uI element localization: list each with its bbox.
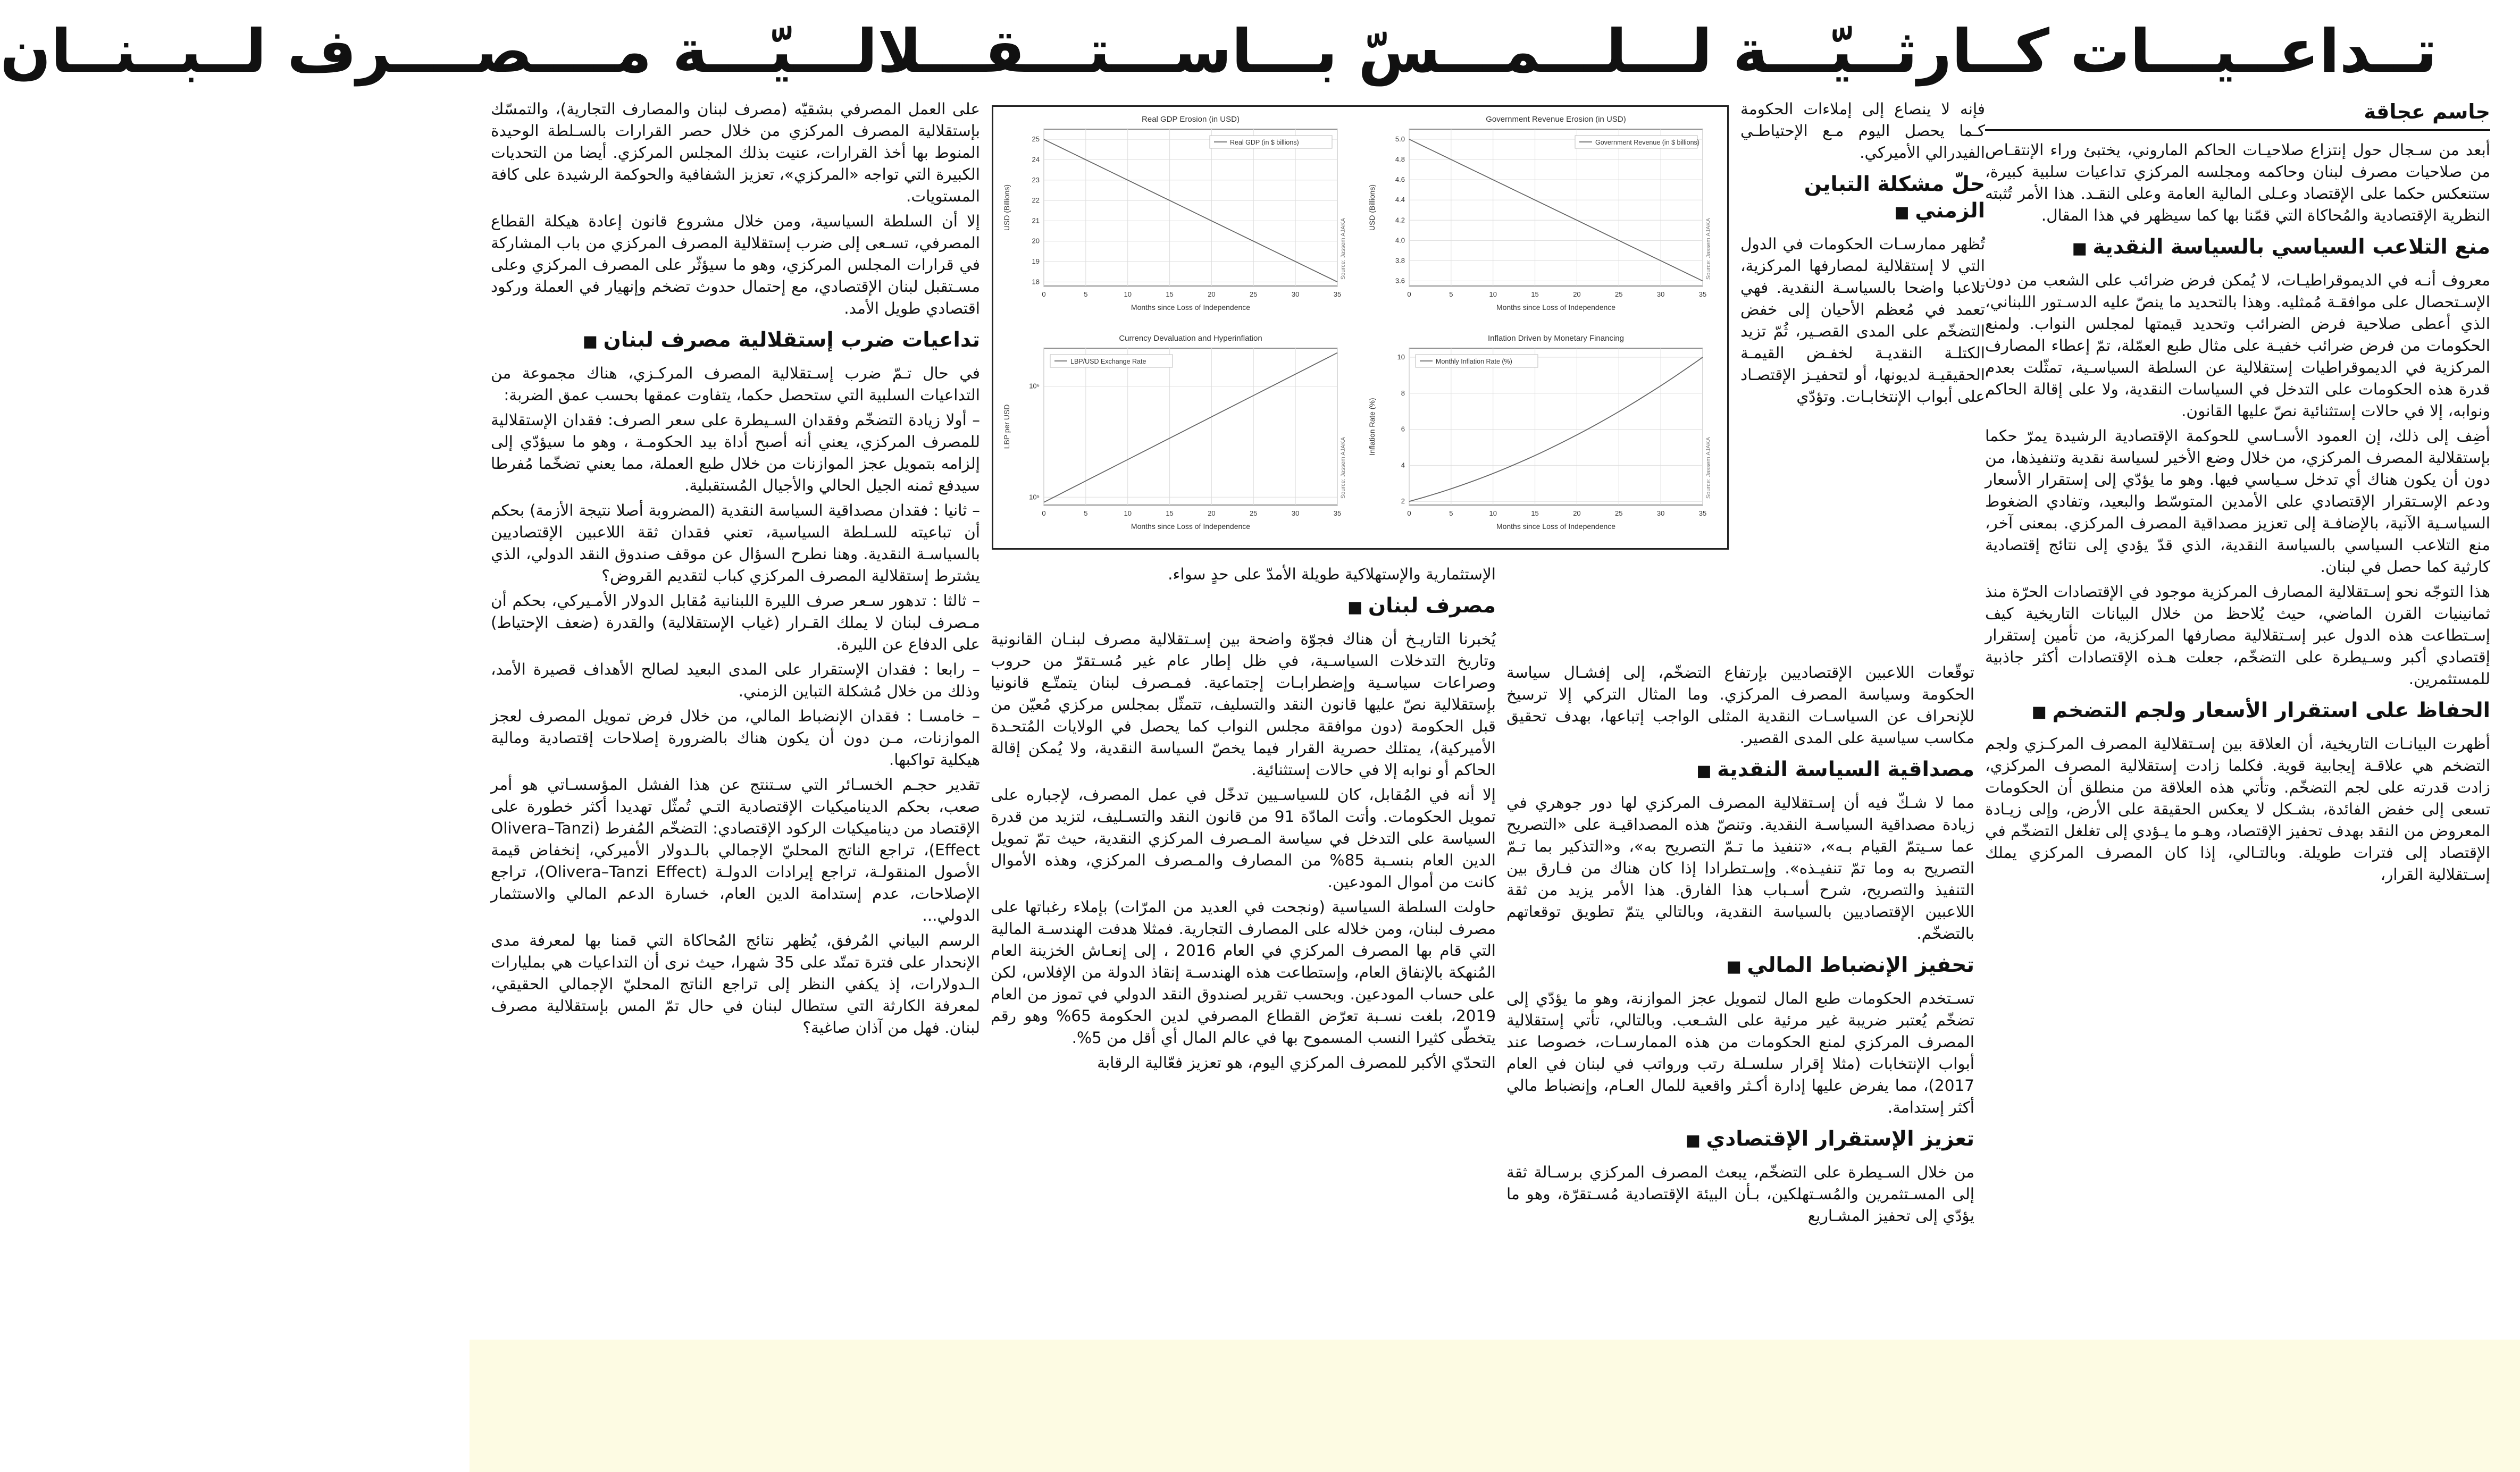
x-axis-label: Months since Loss of Independence [1496, 522, 1616, 531]
x-tick-label: 25 [1250, 290, 1258, 298]
y-tick-label: 3.8 [1395, 256, 1405, 265]
y-axis-label: LBP per USD [1002, 404, 1011, 449]
source-note: Source: Jassem AJAKA [1705, 217, 1712, 280]
y-axis-label: USD (Billions) [1002, 184, 1011, 231]
paragraph: التحدّي الأكبر للمصرف المركزي اليوم، هو تعزيز فعّالية الرقابة [1097, 1054, 1496, 1072]
x-tick-label: 20 [1573, 290, 1581, 298]
x-tick-label: 30 [1291, 509, 1300, 517]
paragraph: في حال تـمّ ضرب إسـتقلالية المصرف المركـزي، هناك مجموعة من التداعيات السلبية التي ستحصل حكما، يتفاوت عمقها بحسب عمق الضربة: [491, 364, 980, 404]
x-tick-label: 0 [1407, 509, 1411, 517]
x-tick-label: 25 [1615, 290, 1623, 298]
paragraph: – أولا زيادة التضخّم وفقدان السـيطرة على سعر الصرف: فقدان الإستقلالية للمصرف المركزي، يعني أنه أصبح أداة بيد الحكومـة ، وهو ما سيؤدّي إلى إلزامه بتمويل عجز الموازنات من خلال طبع العملة، مما يعني تضخّما مُفرطا سيدفع ثمنه الجيل الحالي والأجيال المُستقبلية. [491, 411, 980, 494]
paragraph: على العمل المصرفي بشقيّه (مصرف لبنان والمصارف التجارية)، والتمسّك بإستقلالية المصرف المركزي من خلال حصر القرارات بالسـلطة الوحيدة المنوط بها أخذ القرارات، عنيت بذلك المجلس المركزي. أيضا من التحديات الكبيرة التي تواجه «المركزي»، تعزيز الشفافية والحوكمة الرشيدة على كافة المستويات. [491, 100, 980, 205]
legend-label: Government Revenue (in $ billions) [1595, 139, 1699, 146]
x-tick-label: 5 [1449, 290, 1453, 298]
footer-band [470, 1340, 2520, 1472]
section-heading: تحفيز الإنضباط المالي ■ [1506, 952, 1974, 980]
x-tick-label: 35 [1698, 290, 1707, 298]
paragraph: معروف أنـه في الديموقراطيـات، لا يُمكن فرض ضرائب على الشعب من دون الإسـتحصال على موافقـة مُمثليه. وهذا بالتحديد ما ينصّ عليه الدسـتور اللبناني، الذي أعطى صلاحية فرض الضرائب وتحديد قيمتها لمجلس النواب. ولمنع الحكومات من فرض ضرائب خفيـة على مثال طبع العمّلة، تمّ إعطاء المصارف المركزية في الديموقراطيات إستقلالية عن السلطة السياسـية، تمثّلت بعدم قدرة هذه الحكومات على التدخل في السياسات النقدية، ولا على إقالة الحاكم ونوابه، إلا في حالات إستثنائية نصّ عليها القانون. [1985, 271, 2490, 420]
x-tick-label: 15 [1531, 290, 1539, 298]
y-tick-label: 10 [1397, 352, 1405, 361]
plot-area [1409, 348, 1703, 505]
x-tick-label: 35 [1698, 509, 1707, 517]
x-tick-label: 10 [1489, 290, 1497, 298]
x-tick-label: 20 [1573, 509, 1581, 517]
byline: جاسم عجاقة [1985, 98, 2490, 131]
y-tick-label: 4.0 [1395, 236, 1405, 245]
y-tick-label: 4 [1401, 461, 1405, 469]
x-tick-label: 15 [1166, 290, 1174, 298]
paragraph: الإستثمارية والإستهلاكية طويلة الأمدّ على حدٍ سواء. [1168, 565, 1496, 583]
chart-figure [992, 105, 1729, 550]
x-tick-label: 5 [1449, 509, 1453, 517]
section-heading: منع التلاعب السياسي بالسياسة النقدية ■ [1985, 234, 2490, 262]
paragraph: أبعد من سـجال حول إنتزاع صلاحيـات الحاكم الماروني، يختبئ وراء الإنتقـاص من صلاحيات مصرف لبنان وحاكمه ومجلسه المركزي تداعيات سلبية كبيرة، ستنعكس حكما على الإقتصاد وعـلى المالية العامة وعلى النقـد. هذا الأمر تُثبته النظرية الإقتصادية والمُحاكاة التي قمّنا بها كما سيظهر في هذا المقال. [1985, 141, 2490, 224]
plot-area [1044, 129, 1337, 286]
x-tick-label: 30 [1656, 509, 1665, 517]
x-tick-label: 25 [1615, 509, 1623, 517]
legend-label: LBP/USD Exchange Rate [1070, 358, 1146, 365]
paragraph: – خامسـا : فقدان الإنضباط المالي، من خلال فرض تمويل المصرف لعجز الموازنات، مـن دون أن يكون هناك بالضرورة إصلاحات إقتصادية ومالية هيكلية تواكبها. [491, 707, 980, 769]
y-tick-label: 4.6 [1395, 175, 1405, 184]
source-note: Source: Jassem AJAKA [1705, 436, 1712, 499]
section-heading: تعزيز الإستقرار الإقتصادي ■ [1506, 1126, 1974, 1154]
column-2 [1506, 662, 1974, 1340]
x-axis-label: Months since Loss of Independence [1496, 303, 1616, 312]
plot-area [1409, 129, 1703, 286]
paragraph: من خلال السـيطرة على التضخّم، يبعث المصرف المركزي برسـالة ثقة إلى المسـتثمرين والمُسـتهلكين، بـأن البيئة الإقتصادية مُسـتقرّة، وهو ما يؤدّي إلى تحفيز المشـاريع [1506, 1163, 1974, 1225]
y-tick-label: 23 [1032, 175, 1040, 184]
legend-label: Real GDP (in $ billions) [1230, 139, 1299, 146]
y-tick-label: 25 [1032, 135, 1040, 144]
y-tick-label: 4.2 [1395, 216, 1405, 224]
x-tick-label: 5 [1084, 290, 1088, 298]
x-tick-label: 15 [1166, 509, 1174, 517]
y-tick-label: 2 [1401, 497, 1405, 506]
paragraph: حاولت السلطة السياسية (ونجحت في العديد من المرّات) بإملاء رغباتها على مصرف لبنان، ومن خلاله على المصارف التجارية. فمثلا هدفت الهندسـة المالية التي قام بها المصرف المركزي في العام 2016 ، إلى إنعـاش الخزينة العام المُنهكة بالإنفاق العام، وإستطاعت هذه الهندسـة إنقاذ الدولة من الإفلاس، لكن على حساب المودعين. وبحسب تقرير لصندوق النقد الدولي في تموز من العام 2019، بلغت نسـبة تعرّض القطاع المصرفي لدين الحكومة 65% وهو رقم يتخطّى كثيرا النسب المسموح بها في عالم المال أي أقل من 5%. [991, 898, 1496, 1047]
x-tick-label: 20 [1208, 509, 1216, 517]
section-heading: مصداقية السياسة النقدية ■ [1506, 756, 1974, 785]
plot-area [1044, 348, 1337, 505]
y-tick-label: 10⁶ [1029, 382, 1040, 390]
y-axis-label: Inflation Rate (%) [1368, 398, 1376, 456]
y-tick-label: 24 [1032, 155, 1040, 164]
y-tick-label: 21 [1032, 216, 1040, 225]
paragraph: فإنه لا ينصاع إلى إملاءات الحكومة كـما يحصل اليوم مـع الإحتياطـي الفيدرالي الأميركي. [1740, 100, 1985, 162]
y-tick-label: 5.0 [1395, 135, 1405, 144]
paragraph: هذا التوجّه نحو إسـتقلالية المصارف المركزية موجود في الإقتصادات الحرّة منذ ثمانينيات القرن الماضي، حيث يُلاحظ من خلال البيانات التاريخية كيف إسـتطاعت هذه الدول عبر إسـتقلالية مصارفها المركزية، من تأمين إستقرار إقتصادي أكبر وسـيطرة على التضخّم، جعلت هـذه الإقتصادات أكثر جاذبية للمستثمرين. [1985, 583, 2490, 688]
x-tick-label: 15 [1531, 509, 1539, 517]
x-tick-label: 25 [1250, 509, 1258, 517]
y-axis-label: USD (Billions) [1368, 184, 1376, 231]
source-note: Source: Jassem AJAKA [1340, 217, 1346, 280]
section-heading: الحفاظ على استقرار الأسعار ولجم التضخم ■ [1985, 697, 2490, 726]
chart-title: Real GDP Erosion (in USD) [1142, 115, 1240, 124]
section-heading: مصرف لبنان ■ [991, 593, 1496, 621]
x-tick-label: 0 [1042, 290, 1046, 298]
x-tick-label: 0 [1042, 509, 1046, 517]
headline: تــداعــيـــات كــارثــيّـــة لـــلـــمـــسّ بـــاســـتـــقـــلالـــيّـــة مــــصــــرف لــبــنــان [0, 17, 2437, 86]
paragraph: – ثانيا : فقدان مصداقية السياسة النقدية (المضروبة أصلا نتيجة الأزمة) بحكم أن تباعيته للسـلطة السياسية، تعني فقدان ثقة اللاعبين الإقتصاديين بالسياسـة النقدية. وهنا نطرح السؤال عن موقف صندوق النقد الدولي، الذي يشترط إستقلالية المصرف المركزي كباب لتقديم القروض؟ [491, 501, 980, 585]
x-tick-label: 10 [1489, 509, 1497, 517]
paragraph: يُخبرنا التاريـخ أن هناك فجوّة واضحة بين إسـتقلالية مصرف لبنـان القانونية وتاريخ التدخلات السياسـية، في ظل إطار عام غير مُسـتقرّ من حروب وصراعات سياسـية وإضطرابـات إجتماعية. فمـصرف لبنان يتمتّـع قانونيا بإستقلالية نصّ عليها قانون النقد والتسليف، تتمثّل بمجلس مركزي مُعيّن من قبل الحكومة (دون موافقة مجلس النواب كما يحصل في الولايات المُتحـدة الأميركية)، يمتلك حصرية القرار فيما يخصّ السياسة النقدية، ولا يُمكن إقالة الحاكم أو نوابه إلا في حالات إستثنائية. [991, 630, 1496, 779]
column-2-top [1740, 98, 1985, 662]
y-tick-label: 22 [1032, 196, 1040, 205]
y-tick-label: 6 [1401, 425, 1405, 433]
source-note: Source: Jassem AJAKA [1340, 436, 1346, 499]
x-tick-label: 5 [1084, 509, 1088, 517]
column-4 [491, 98, 980, 1340]
chart-grid [993, 107, 1724, 545]
paragraph: إلا أن السلطة السياسية، ومن خلال مشروع قانون إعادة هيكلة القطاع المصرفي، تسـعى إلى ضرب إستقلالية المصرف المركزي من باب المشاركة في قرارات المجلس المركزي، وهو ما سيؤثّر على المصرف المركزي وعلى مسـتقبل لبنان الإقتصادي، مع إحتمال حدوث تضخم وإنهيار في العملة وركود اقتصادي طويل الأمد. [491, 212, 980, 317]
x-tick-label: 35 [1333, 509, 1342, 517]
x-tick-label: 20 [1208, 290, 1216, 298]
paragraph: إلا أنه في المُقابل، كان للسياسـيين تدخّل في عمل المصرف، لإجباره على تمويل الحكومات. وأتت المادّة 91 من قانون النقد والتسـليف، لتزيد من قدرة السياسة على التدخل في سياسة المـصرف المركزي النقدية، حيث تمّ تمويل الدين العام بنسـبة 85% من المصارف والمـصرف المركزي، وهذه الأموال كانت من أموال المودعين. [991, 786, 1496, 891]
x-tick-label: 30 [1291, 290, 1300, 298]
paragraph: مما لا شـكّ فيه أن إسـتقلالية المصرف المركزي لها دور جوهري في زيادة مصداقية السياسـة النقدية. وتنصّ هذه المصداقيـة على «التصريح عما سـيتمّ القيام بـه»، «تنفيذ ما تـمّ التصريح به»، و«التذكير بما تـمّ التصريح به وما تمّ تنفيـذه». وإسـتطرادا إذا كان هناك من فـارق بين التنفيذ والتصريح، شرح أسـباب هذا الفارق. هذا الأمر يزيد من ثقة اللاعبين الإقتصاديين بالسياسة النقدية، وبالتالي يتمّ تطويق توقعاتهم بالتضخّم. [1506, 794, 1974, 943]
section-heading: حلّ مشكلة التباين الزمني ■ [1740, 171, 1985, 226]
paragraph: أضِف إلى ذلك، إن العمود الأسـاسي للحوكمة الإقتصادية الرشيدة يمرّ حكما بإستقلالية المصرف المركزي، من خلال وضع الأخير لسياسة نقدية وتنفيذها، من دون أن يكون هناك أي تدخل سـياسي فيها. وهو ما يؤدّي إلى إستقرار الأسعار ودعم الإسـتقرار الإقتصادي على الأمدين المتوسّط والبعيد، وتفادي الضغوط السياسـية الآنية، بالإضافـة إلى تعزيز مصداقية المصرف المركزي. بمعنى آخر، منع التلاعب السياسي بالسياسة النقدية، الذي قدّ يؤدي إلى نتائج إقتصادية كارثية كما حصل في لبنان. [1985, 427, 2490, 576]
y-tick-label: 8 [1401, 389, 1405, 397]
y-tick-label: 20 [1032, 237, 1040, 245]
paragraph: توقّعات اللاعبين الإقتصاديين بإرتفاع التضخّم، إلى إفشـال سياسة الحكومة وسياسة المصرف المركزي. وما المثال التركي إلا ترسيخ للإنحراف عن السياسـات النقدية المثلى الواجب إتباعها، بهدف تحقيق مكاسب سياسية على المدى القصير. [1506, 663, 1974, 747]
x-axis-label: Months since Loss of Independence [1131, 303, 1251, 312]
x-tick-label: 10 [1124, 509, 1132, 517]
x-tick-label: 0 [1407, 290, 1411, 298]
chart-title: Government Revenue Erosion (in USD) [1486, 115, 1626, 124]
paragraph: تُظهر ممارسـات الحكومات في الدول التي لا إستقلالية لمصارفها المركزية، تلاعبا واضحا بالسياسـة النقدية. فهي تعمد في مُعظم الأحيان إلى خفض التضخّم على المدى القصـير، ثُمّ تزيد الكتلـة النقديـة لخفـض القيمـة الحقيقيـة لديونها، أو لتحفيـز الإقتصـاد على أبواب الإنتخابـات. وتؤدّي [1740, 235, 1985, 406]
y-tick-label: 3.6 [1395, 276, 1405, 285]
y-tick-label: 18 [1032, 277, 1040, 286]
paragraph: أظهرت البيانـات التاريخية، أن العلاقة بين إسـتقلالية المصرف المركـزي ولجم التضخم هي علاقـة إيجابية قوية. فكلما زادت إستقلالية المصرف المركزي، زادت قدرته على لجم التضخّم. وتأتي هذه العلاقة من منطلق أن الحكومات تسعى إلى خفض الفائدة، بشـكل لا يعكس الحقيقة على الأرض، وإلى زيـادة المعروض من النقد بهدف تحفيز الإقتصاد، وهـو ما يـؤدي إلى تغلغل التضخّم في الإقتصاد إلى فترات طويلة. وبالتـالي، إذا كان المصرف المركزي يملك إسـتقلالية القرار، [1985, 735, 2490, 884]
column-3 [991, 563, 1496, 1340]
y-tick-label: 4.8 [1395, 155, 1405, 164]
chart-title: Currency Devaluation and Hyperinflation [1119, 334, 1262, 343]
y-tick-label: 19 [1032, 257, 1040, 266]
y-tick-label: 4.4 [1395, 196, 1405, 204]
section-heading: تداعيات ضرب إستقلالية مصرف لبنان ■ [491, 327, 980, 355]
paragraph: – ثالثا : تدهور سـعر صرف الليرة اللبنانية مُقابل الدولار الأمـيركي، بحكم أن مـصرف لبنان لا يملك القـرار (غياب الإستقلالية) والقدرة (ضعف الإحتياط) على الدفاع عن الليرة. [491, 592, 980, 653]
x-tick-label: 35 [1333, 290, 1342, 298]
chart-title: Inflation Driven by Monetary Financing [1488, 334, 1624, 343]
x-tick-label: 10 [1124, 290, 1132, 298]
legend-label: Monthly Inflation Rate (%) [1436, 358, 1512, 365]
x-tick-label: 30 [1656, 290, 1665, 298]
x-axis-label: Months since Loss of Independence [1131, 522, 1251, 531]
paragraph: تقدير حجـم الخسـائر التي سـتنتج عن هذا الفشل المؤسسـاتي هو أمر صعب، بحكم الديناميكيات الإقتصادية التـي تُمثّل تهديدا أكثر خطورة على الإقتصاد من ديناميكيات الركود الإقتصادي: التضخّم المُفرط (Olivera–Tanzi Effect)، تراجع الناتج المحليّ الإجمالي بالـدولار الأميركي، إنخفاض قيمة الأصول المنقولـة، تراجع إيرادات الدولـة (Olivera–Tanzi Effect)، تراجع الإصلاحات، عدم إستدامة الدين العام، خسارة الدعم المالي والاستثمار الدولي... [491, 776, 980, 924]
paragraph: تسـتخدم الحكومات طبع المال لتمويل عجز الموازنة، وهو ما يؤدّي إلى تضخّم يُعتبر ضريبة غير مرئية على الشـعب. وبالتالي، تأتي إستقلالية المصرف المركزي لمنع الحكومات من هذه الممارسـات، خصوصا عند أبواب الإنتخابات (مثلا إقرار سلسـلة رتب ورواتب في لبنان في العام 2017)، مما يفرض عليها إدارة أكـثر واقعية للمال العـام، وإنضباط مالي أكثر إستدامة. [1506, 989, 1974, 1116]
paragraph: – رابعا : فقدان الإستقرار على المدى البعيد لصالح الأهداف قصيرة الأمد، وذلك من خلال مُشكلة التباين الزمني. [491, 660, 980, 700]
column-1 [1985, 98, 2490, 1332]
y-tick-label: 10⁵ [1029, 493, 1040, 501]
paragraph: الرسم البياني المُرفق، يُظهر نتائج المُحاكاة التي قمنا بها لمعرفة مدى الإنحدار على فترة تمتّد على 35 شهرا، حيث نرى أن التداعيات هي بمليارات الـدولارات، إذ يكفي النظر إلى تراجع الناتج المحليّ الإجمالي الحقيقي، لمعرفة الكارثة التي ستطال لبنان في حال تمّ المس بإستقلالية مصرف لبنان. فهل من آذان صاغية؟ [491, 931, 980, 1037]
